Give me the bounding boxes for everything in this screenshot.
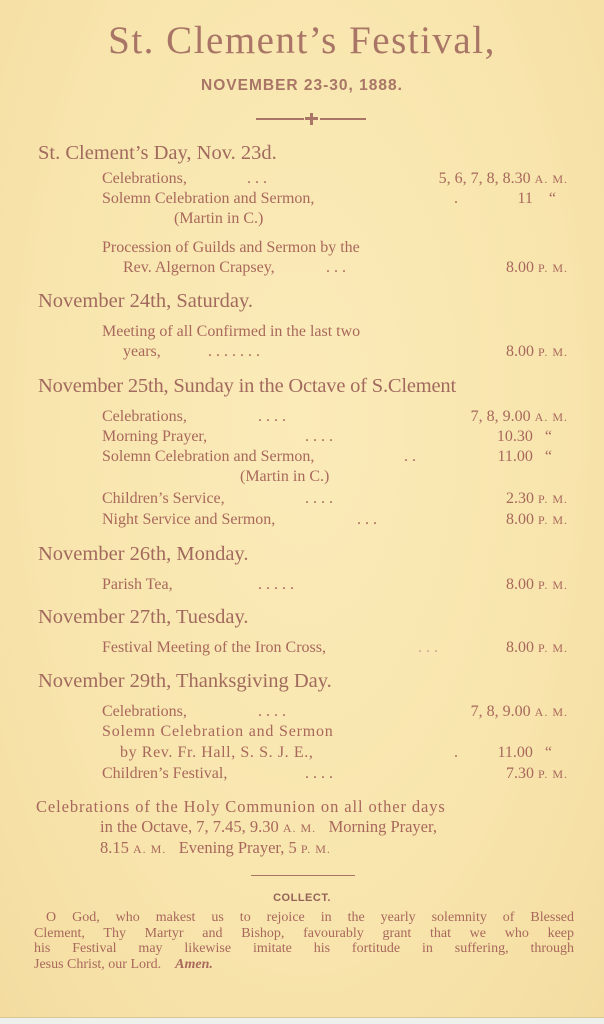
day-heading-nov-25: November 25th, Sunday in the Octave of S.Clement [38, 375, 456, 397]
event-time: 8.00 P. M. [505, 639, 568, 656]
other-days-notice [36, 797, 576, 859]
divider-line-left [256, 118, 304, 120]
event-label: Celebrations, [102, 170, 187, 187]
cross-ornament-divider [256, 112, 368, 126]
notice-line: 8.15 A. M. Evening Prayer, 5 P. M. [100, 838, 331, 857]
collect-line: Clement, Thy Martyr and Bishop, favourably grant that we who keep [34, 925, 574, 941]
schedule-row [120, 744, 568, 764]
event-label: Festival Meeting of the Iron Cross, [102, 639, 326, 656]
day-heading-nov-26: November 26th, Monday. [38, 543, 249, 565]
leader-dots: . [454, 744, 458, 761]
schedule-row [102, 190, 568, 210]
leader-dots: . . . . . . . [208, 343, 260, 360]
leader-dots: . . . [357, 511, 377, 528]
schedule-row [102, 428, 568, 448]
event-time: 8.00 P. M. [505, 259, 568, 276]
leader-dots: . . . . [305, 765, 333, 782]
schedule-row [102, 448, 568, 468]
section-divider [251, 875, 355, 876]
event-note: (Martin in C.) [174, 210, 264, 227]
leader-dots: . . . . . [258, 576, 294, 593]
collect-line: his Festival may likewise imitate his fortitude in suffering, through [34, 941, 574, 956]
event-time: 11.00 “ [497, 744, 552, 761]
event-time: 8.00 P. M. [505, 343, 568, 360]
leader-dots: . . . [418, 639, 438, 656]
event-label: Procession of Guilds and Sermon by the [102, 239, 360, 256]
date-range-subtitle: NOVEMBER 23-30, 1888. [201, 77, 403, 94]
schedule-row [102, 170, 568, 190]
event-label: by Rev. Fr. Hall, S. S. J. E., [120, 744, 314, 761]
event-label: Morning Prayer, [102, 428, 208, 445]
collect-line: Jesus Christ, our Lord. Amen. [34, 956, 213, 972]
event-time: 7.30 P. M. [505, 765, 568, 782]
notice-line: in the Octave, 7, 7.45, 9.30 A. M. Morning Prayer, [100, 817, 437, 836]
event-time: 8.00 P. M. [505, 576, 568, 593]
schedule-row [102, 490, 568, 510]
event-label: Solemn Celebration and Sermon [102, 723, 334, 740]
schedule-row [102, 703, 568, 723]
day-heading-nov-23: St. Clement’s Day, Nov. 23d. [38, 142, 277, 164]
leader-dots: . . . [326, 259, 346, 276]
schedule-row [102, 639, 568, 659]
collect-prayer [34, 910, 574, 972]
event-note: (Martin in C.) [240, 468, 330, 485]
event-label: Solemn Celebration and Sermon, [102, 448, 315, 465]
event-label: Rev. Algernon Crapsey, [123, 259, 275, 276]
event-time: 8.00 P. M. [505, 511, 568, 528]
event-label: Celebrations, [102, 703, 187, 720]
page-title: St. Clement’s Festival, [108, 19, 496, 62]
event-label: Solemn Celebration and Sermon, [102, 190, 315, 207]
leader-dots: . . . [247, 170, 267, 187]
event-label: Meeting of all Confirmed in the last two [102, 323, 361, 340]
collect-line: O God, who makest us to rejoice in the yearly solemnity of Blessed [46, 910, 574, 925]
notice-line: Celebrations of the Holy Communion on all other days [36, 797, 446, 816]
leader-dots: . . [404, 448, 416, 465]
amen-text: Amen. [175, 956, 213, 972]
event-time: 2.30 P. M. [505, 490, 568, 507]
event-time: 10.30 “ [496, 428, 552, 445]
day-heading-nov-24: November 24th, Saturday. [38, 290, 254, 312]
leader-dots: . . . . [258, 408, 286, 425]
leader-dots: . . . . [305, 428, 333, 445]
day-heading-nov-27: November 27th, Tuesday. [38, 606, 249, 628]
event-time: 7, 8, 9.00 A. M. [470, 703, 568, 720]
schedule-row [102, 511, 568, 531]
schedule-row [123, 343, 568, 363]
event-time: 11 “ [517, 190, 556, 207]
event-label: Night Service and Sermon, [102, 511, 276, 528]
cross-icon-vertical [310, 113, 313, 125]
event-label: Parish Tea, [102, 576, 173, 593]
collect-heading: COLLECT. [273, 892, 331, 904]
schedule-row [102, 576, 568, 596]
leader-dots: . . . . [305, 490, 333, 507]
day-heading-nov-29: November 29th, Thanksgiving Day. [38, 670, 332, 692]
leader-dots: . [454, 190, 458, 207]
schedule-row [102, 408, 568, 428]
leader-dots: . . . . [258, 703, 286, 720]
event-label: Children’s Service, [102, 490, 225, 507]
schedule-row [102, 765, 568, 785]
event-time: 11.00 “ [497, 448, 552, 465]
event-time: 7, 8, 9.00 A. M. [470, 408, 568, 425]
event-time: 5, 6, 7, 8, 8.30 A. M. [438, 170, 568, 187]
event-label: Children’s Festival, [102, 765, 228, 782]
schedule-row [123, 259, 568, 279]
divider-line-right [320, 118, 366, 120]
event-label: Celebrations, [102, 408, 187, 425]
event-label: years, [123, 343, 161, 360]
